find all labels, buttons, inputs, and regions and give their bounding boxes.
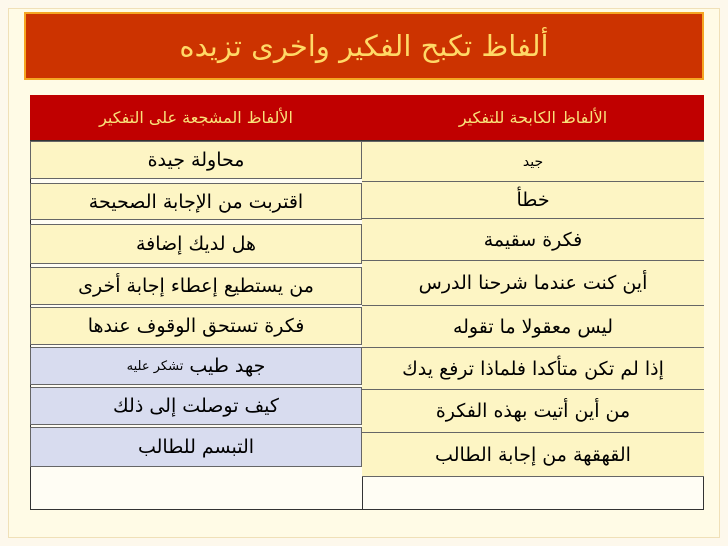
header-inhibiting: الألفاظ الكابحة للتفكير: [362, 95, 704, 140]
inhibiting-row-7: من أين أتيت بهذه الفكرة: [362, 389, 704, 432]
encouraging-row-1: محاولة جيدة: [30, 141, 362, 179]
encouraging-row-2: اقتربت من الإجابة الصحيحة: [30, 183, 362, 220]
encouraging-row-6-small: تشكر عليه: [126, 358, 184, 374]
inhibiting-row-8: القهقهة من إجابة الطالب: [362, 432, 704, 477]
inhibiting-row-2: خطأ: [362, 181, 704, 218]
header-encouraging: الألفاظ المشجعة على التفكير: [30, 95, 362, 140]
encouraging-row-3: هل لديك إضافة: [30, 224, 362, 264]
inhibiting-row-6: إذا لم تكن متأكدا فلماذا ترفع يدك: [362, 347, 704, 389]
encouraging-row-8: التبسم للطالب: [30, 427, 362, 467]
inhibiting-row-4: أين كنت عندما شرحنا الدرس: [362, 260, 704, 305]
encouraging-row-4: من يستطيع إعطاء إجابة أخرى: [30, 267, 362, 305]
inhibiting-row-1: جيد: [362, 141, 704, 181]
encouraging-row-6-main: جهد طيب: [189, 355, 266, 377]
inhibiting-row-5: ليس معقولا ما تقوله: [362, 305, 704, 347]
inhibiting-row-3: فكرة سقيمة: [362, 218, 704, 260]
slide-title: ألفاظ تكبح الفكير واخرى تزيده: [24, 12, 704, 80]
encouraging-row-5: فكرة تستحق الوقوف عندها: [30, 307, 362, 345]
encouraging-row-7: كيف توصلت إلى ذلك: [30, 387, 362, 425]
encouraging-row-6: [30, 347, 362, 385]
